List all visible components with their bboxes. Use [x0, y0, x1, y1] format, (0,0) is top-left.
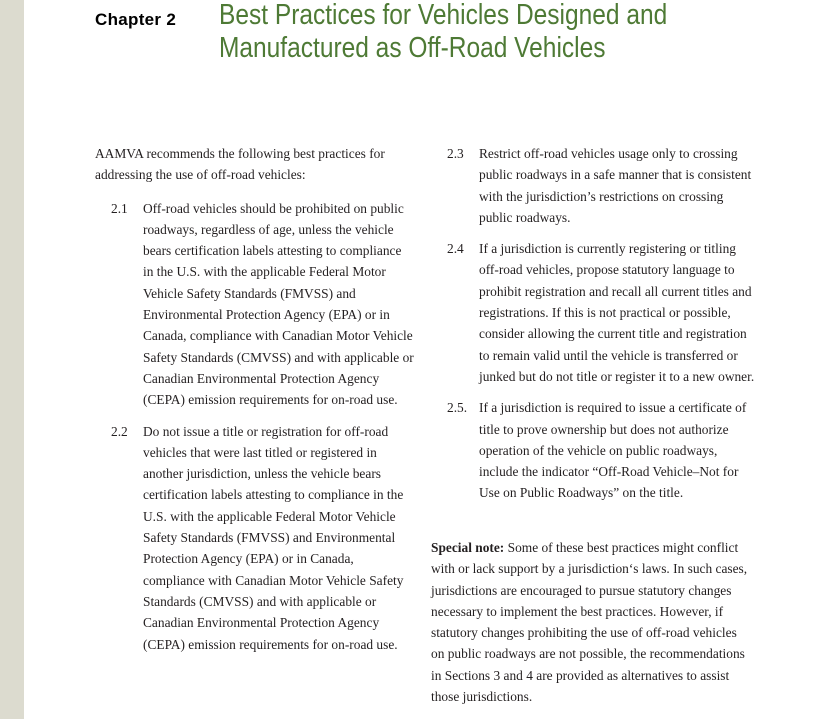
special-note-label: Special note:	[431, 540, 505, 555]
right-column	[447, 143, 757, 514]
intro-paragraph: AAMVA recommends the following best practices for addressing the use of off-road vehicles:	[95, 146, 385, 183]
item-text: Restrict off-road vehicles usage only to crossing public roadways in a safe manner that is consistent with the jurisdiction’s restrictions on crossing public roadways.	[479, 146, 752, 225]
chapter-title-line-1: Best Practices for Vehicles Designed and	[219, 0, 668, 31]
special-note	[431, 537, 751, 707]
item-number: 2.5.	[447, 400, 468, 416]
practice-item-2-4	[447, 238, 757, 387]
item-number: 2.3	[447, 146, 464, 161]
practice-item-2-3	[447, 143, 757, 228]
practice-item-2-1	[95, 198, 415, 411]
item-number: 2.2	[111, 423, 128, 439]
item-text: Do not issue a title or registration for off-road vehicles that were last titled or registered in another jurisdiction, unless the vehicle bears certification labels attesting to compliance in the U.S. with the applicable Federal Motor Vehicle Safety Standards (FMVSS) and Environmental Protection Agency (EPA) or in Canada, compliance with Canadian Motor Vehicle Safety Standards (CMVSS) and with applicable or Canadian Environmental Protection Agency (CEPA) emission requirements for on-road use.	[143, 423, 404, 652]
item-number: 2.1	[111, 200, 128, 216]
chapter-label: Chapter 2	[95, 10, 177, 29]
item-text: If a jurisdiction is currently registering or titling off-road vehicles, propose statutory language to prohibit registration and recall all current titles and registrations. If this is not practical or possible, consider allowing the current title and registration to remain valid until the vehicle is transferred or junked but do not title or register it to a new owner.	[479, 241, 755, 384]
item-number: 2.4	[447, 241, 464, 257]
left-column	[95, 143, 415, 665]
chapter-title-line-2: Manufactured as Off-Road Vehicles	[219, 32, 606, 64]
page-side-strip	[0, 0, 24, 719]
practice-item-2-5	[447, 397, 757, 503]
item-text: If a jurisdiction is required to issue a certificate of title to prove ownership but does not authorize operation of the vehicle on public roadways, include the indicator “Off-Road Vehicle–Not for Use on Public Roadways” on the title.	[479, 400, 747, 501]
special-note-text: Some of these best practices might conflict with or lack support by a jurisdiction‘s laws. In such cases, jurisdictions are encouraged to pursue statutory changes necessary to implement the best practices. However, if statutory changes prohibiting the use of off-road vehicles on public roadways are not possible, the recommendations in Sections 3 and 4 are provided as alternatives to assist those jurisdictions.	[431, 540, 748, 705]
item-text: Off-road vehicles should be prohibited on public roadways, regardless of age, unless the vehicle bears certification labels attesting to compliance in the U.S. with the applicable Federal Motor Vehicle Safety Standards (FMVSS) and Environmental Protection Agency (EPA) or in Canada, compliance with Canadian Motor Vehicle Safety Standards (CMVSS) and with applicable or Canadian Environmental Protection Agency (CEPA) emission requirements for on-road use.	[143, 200, 414, 408]
chapter-title	[219, 0, 667, 65]
practice-item-2-2	[95, 421, 415, 655]
